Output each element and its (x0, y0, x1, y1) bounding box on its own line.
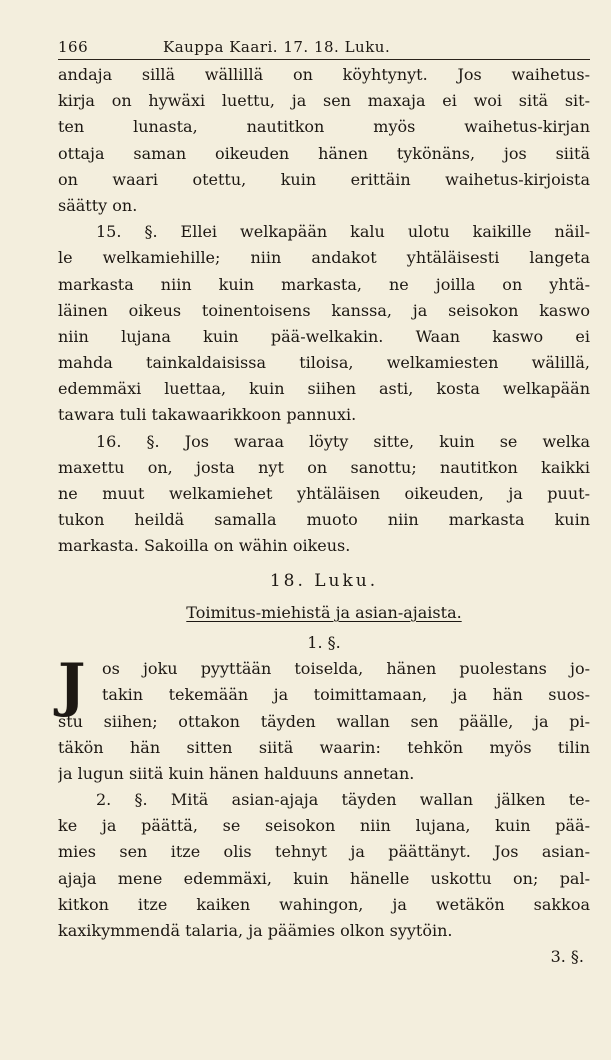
paragraph-continuation (58, 62, 590, 219)
section-marker: 1. §. (307, 632, 341, 652)
text-line: 15. §. Ellei welkapään kalu ulotu kaikille näil- (96, 222, 590, 242)
book-page (58, 34, 590, 970)
chapter-heading: 18. Luku. (269, 570, 379, 591)
text-line: kaxikymmendä talaria, ja päämies olkon syytöin. (58, 921, 453, 940)
text-line: säätty on. (58, 195, 138, 215)
text-line: on waari otettu, kuin erittäin waihetus-kirjoista (58, 169, 590, 189)
page-number: 166 (58, 38, 89, 56)
running-header (58, 34, 590, 62)
text-line: tukon heildä samalla muoto niin markasta kuin (58, 510, 590, 530)
text-line: le welkamiehille; niin andakot yhtäläisesti langeta (58, 248, 590, 268)
paragraph-section-2 (58, 787, 590, 944)
text-line: niin lujana kuin pää-welkakin. Waan kaswo ei (58, 326, 590, 346)
text-line: markasta niin kuin markasta, ne joilla on yhtä- (58, 274, 590, 294)
text-line: mahda tainkaldaisissa tiloisa, welkamiesten wälillä, (58, 353, 590, 373)
text-line: takin tekemään ja toimittamaan, ja hän suos- (102, 685, 590, 705)
chapter-subtitle: Toimitus-miehistä ja asian-ajaista. (186, 602, 462, 622)
paragraph-section-1 (58, 651, 590, 787)
text-line: os joku pyyttään toiselda, hänen puolestans jo- (102, 659, 590, 679)
text-line: ke ja päättä, se seisokon niin lujana, kuin pää- (58, 816, 590, 836)
text-line: mies sen itze olis tehnyt ja päättänyt. Jos asian- (58, 842, 590, 862)
text-line: stu siihen; ottakon täyden wallan sen päälle, ja pi- (58, 711, 590, 731)
text-line: markasta. Sakoilla on wähin oikeus. (58, 536, 351, 556)
text-line: andaja sillä wällillä on köyhtynyt. Jos waihetus- (58, 65, 590, 84)
text-line: kirja on hywäxi luettu, ja sen maxaja ei woi sitä sit- (58, 91, 590, 111)
paragraph-section-16 (58, 429, 590, 560)
text-line: läinen oikeus toinentoisens kanssa, ja seisokon kaswo (58, 300, 590, 320)
catchword: 3. §. (550, 947, 584, 967)
text-line: ajaja mene edemmäxi, kuin hänelle uskottu on; pal- (58, 868, 590, 888)
text-line: kitkon itze kaiken wahingon, ja wetäkön sakkoa (58, 894, 590, 914)
text-line: ja lugun siitä kuin hänen halduuns annetan. (58, 763, 415, 783)
text-line: ottaja saman oikeuden hänen tykönäns, jos siitä (58, 143, 590, 163)
text-line: 16. §. Jos waraa löyty sitte, kuin se welka (96, 431, 590, 451)
drop-cap: J (58, 651, 86, 720)
text-line: tawara tuli takawaarikkoon pannuxi. (58, 405, 357, 425)
header-rule (58, 59, 590, 60)
text-line: täkön hän sitten siitä waarin: tehkön myös tilin (58, 737, 590, 757)
text-line: ne muut welkamiehet yhtäläisen oikeuden, ja puut- (58, 484, 590, 503)
text-line: maxettu on, josta nyt on sanottu; nautitkon kaikki (58, 457, 590, 477)
running-title: Kauppa Kaari. 17. 18. Luku. (163, 38, 391, 56)
text-line: edemmäxi luettaa, kuin siihen asti, kosta welkapään (58, 379, 590, 399)
paragraph-section-15 (58, 219, 590, 429)
text-line: 2. §. Mitä asian-ajaja täyden wallan jälken te- (96, 790, 590, 810)
text-line: ten lunasta, nautitkon myös waihetus-kirjan (58, 117, 590, 137)
